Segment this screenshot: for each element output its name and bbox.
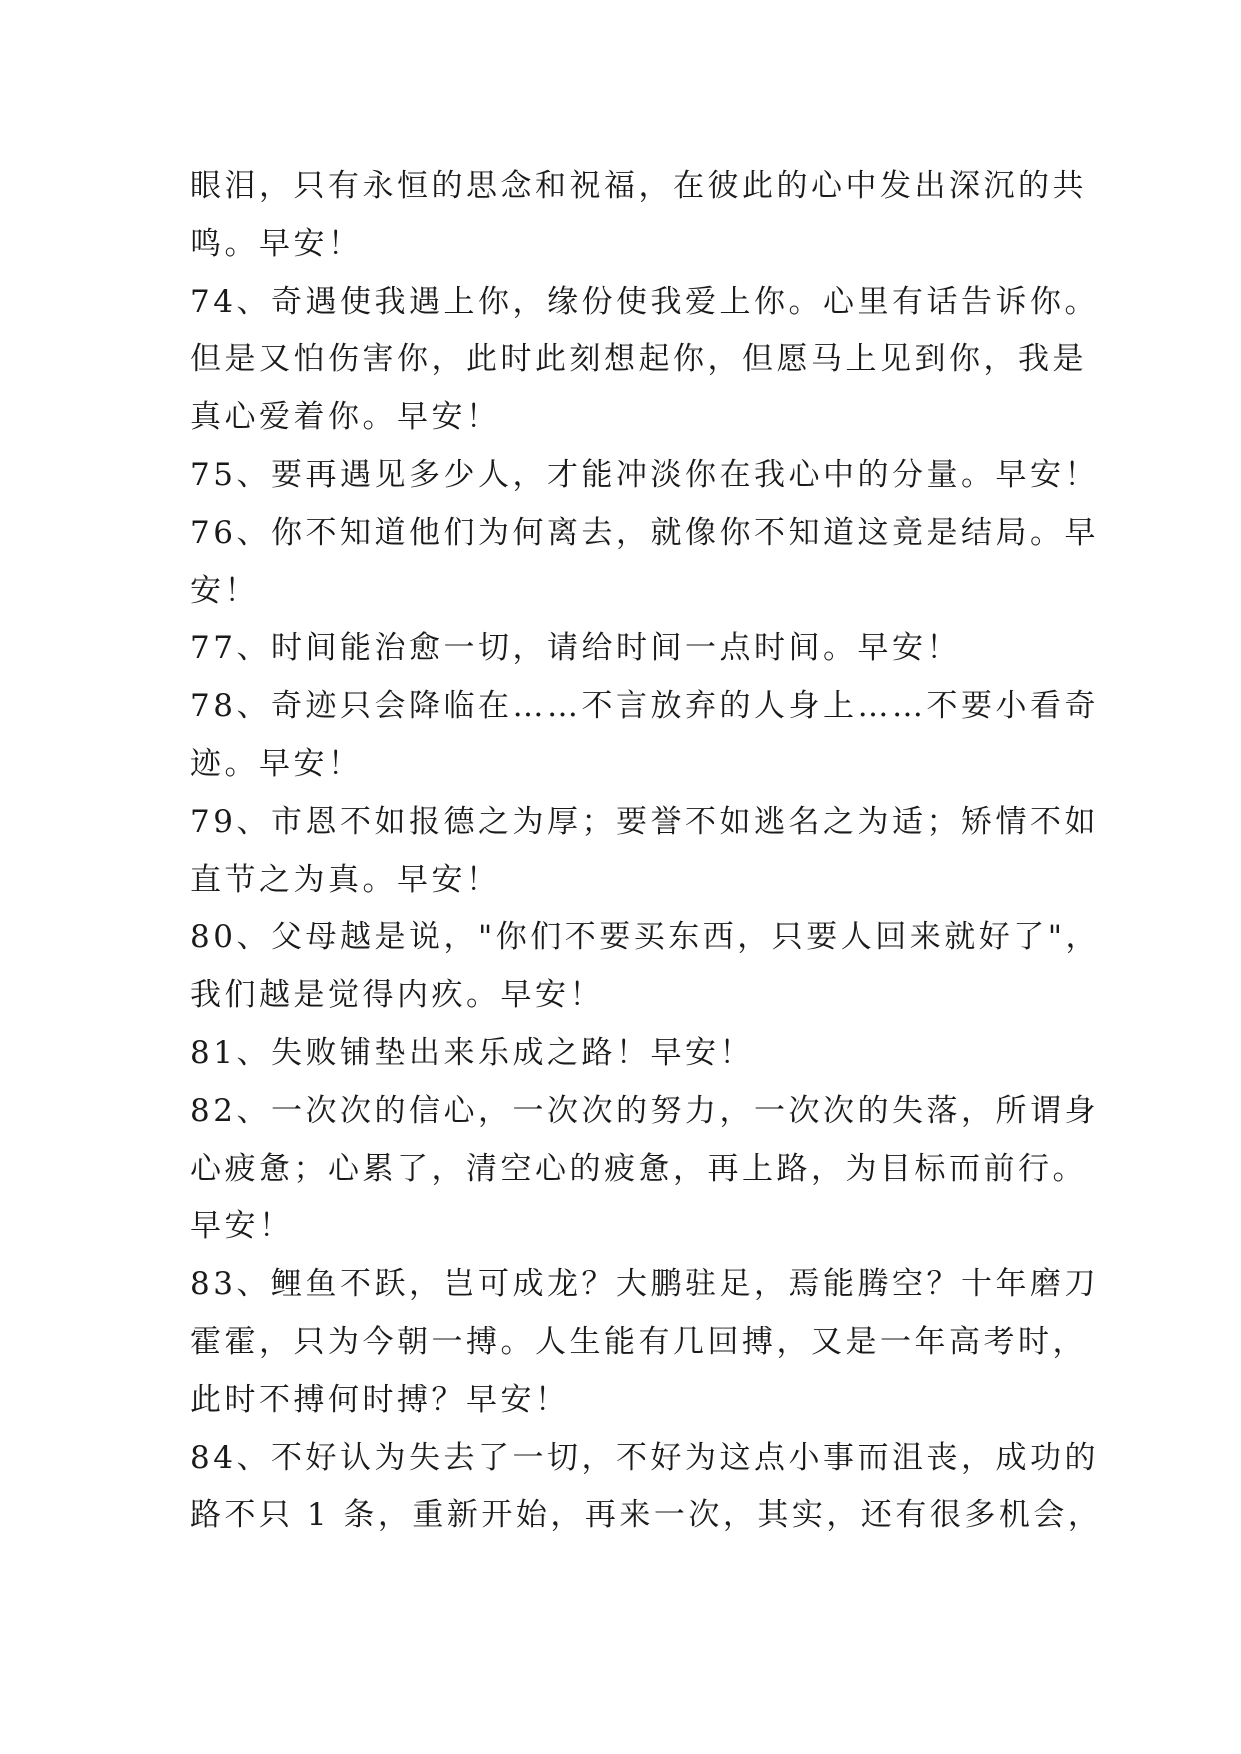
text-line: 79、市恩不如报德之为厚；要誉不如逃名之为适；矫情不如 xyxy=(190,803,1099,840)
text-line: 早安！ xyxy=(190,1208,294,1245)
text-line: 我们越是觉得内疚。早安！ xyxy=(190,977,604,1014)
text-line: 但是又怕伤害你，此时此刻想起你，但愿马上见到你，我是 xyxy=(190,341,1087,378)
text-line: 77、时间能治愈一切，请给时间一点时间。早安！ xyxy=(190,630,961,667)
text-line: 82、一次次的信心，一次次的努力，一次次的失落，所谓身 xyxy=(190,1092,1099,1129)
text-line: 74、奇遇使我遇上你，缘份使我爱上你。心里有话告诉你。 xyxy=(190,283,1099,320)
text-line: 迹。早安！ xyxy=(190,745,363,782)
text-line: 83、鲤鱼不跃，岂可成龙？大鹏驻足，焉能腾空？十年磨刀 xyxy=(190,1266,1099,1303)
text-line: 真心爱着你。早安！ xyxy=(190,399,501,436)
text-line: 76、你不知道他们为何离去，就像你不知道这竟是结局。早 xyxy=(190,514,1099,551)
text-line: 80、父母越是说，"你们不要买东西，只要人回来就好了"， xyxy=(190,919,1100,956)
text-line: 直节之为真。早安！ xyxy=(190,861,501,898)
text-line: 78、奇迹只会降临在……不言放弃的人身上……不要小看奇 xyxy=(190,688,1099,725)
text-line: 路不只 1 条，重新开始，再来一次，其实，还有很多机会， xyxy=(190,1497,1103,1534)
text-line: 霍霍，只为今朝一搏。人生能有几回搏，又是一年高考时， xyxy=(190,1323,1087,1360)
text-line: 眼泪，只有永恒的思念和祝福，在彼此的心中发出深沉的共 xyxy=(190,168,1087,204)
text-line: 84、不好认为失去了一切，不好为这点小事而沮丧，成功的 xyxy=(190,1439,1099,1476)
text-line: 81、失败铺垫出来乐成之路！早安！ xyxy=(190,1034,754,1071)
text-line: 鸣。早安！ xyxy=(190,225,363,262)
text-line: 75、要再遇见多少人，才能冲淡你在我心中的分量。早安！ xyxy=(190,456,1099,493)
text-line: 此时不搏何时搏？早安！ xyxy=(190,1381,570,1418)
document-body xyxy=(190,158,1103,1545)
text-line: 安！ xyxy=(190,572,259,609)
text-line: 心疲惫；心累了，清空心的疲惫，再上路，为目标而前行。 xyxy=(190,1150,1087,1187)
